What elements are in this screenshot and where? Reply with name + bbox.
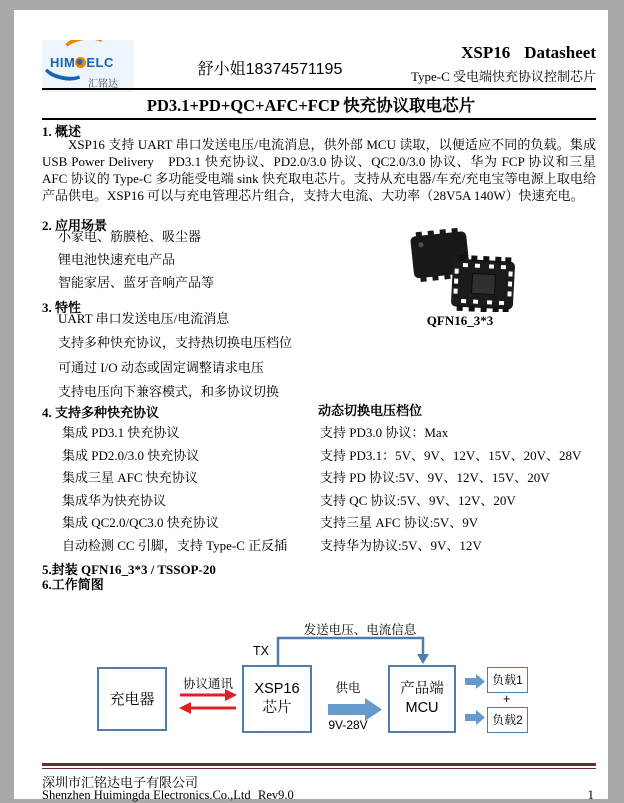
qfn16-caption: QFN16_3*3 (426, 313, 494, 328)
footer-rule (42, 763, 596, 769)
logo-brand-text (50, 55, 114, 70)
section-6-heading: 6.工作简图 (42, 577, 104, 592)
company-logo (42, 40, 134, 92)
header-subtitle: Type-C 受电端快充协议控制芯片 (410, 69, 596, 84)
header-right (411, 43, 596, 85)
diagram-power-label: 供电 (335, 681, 361, 695)
section-1-heading: 1. 概述 (42, 124, 82, 139)
list-item: 集成 QC2.0/QC3.0 快充协议 (62, 515, 219, 531)
list-item: 锂电池快速充电产品 (58, 252, 176, 267)
list-item: 支持 QC 协议:5V、9V、12V、20V (320, 492, 516, 508)
footer-page-number: 1 (587, 787, 594, 802)
doc-type: Datasheet (524, 43, 596, 62)
list-item: 支持华为协议:5V、9V、12V (320, 537, 482, 553)
list-item: UART 串口发送电压/电流消息 (58, 311, 230, 326)
list-item: 智能家居、蓝牙音响产品等 (58, 275, 215, 290)
section-4-heading: 4. 支持多种快充协议 (42, 405, 160, 420)
list-item: 集成 PD2.0/3.0 快充协议 (62, 447, 200, 463)
title-rule (42, 118, 596, 120)
xsp16-label-line2: 芯片 (262, 700, 292, 716)
load2-label: 负载2 (492, 713, 523, 727)
list-item: 支持 PD3.0 协议：Max (320, 425, 449, 440)
section-2-heading: 2. 应用场景 (42, 218, 108, 233)
diagram-xsp16-box (242, 665, 312, 733)
voltage-levels-heading: 动态切换电压档位 (318, 403, 423, 418)
datasheet-page (14, 10, 608, 802)
charger-label: 充电器 (109, 690, 155, 708)
diagram-mcu-box (388, 665, 456, 733)
product-name: XSP16 (461, 43, 511, 62)
header-rule (42, 88, 596, 90)
voltage-levels-list (320, 422, 581, 558)
section-5-heading: 5.封装 QFN16_3*3 / TSSOP-20 (42, 562, 216, 577)
list-item: 支持 PD3.1：5V、9V、12V、15V、20V、28V (320, 447, 582, 463)
features-list (58, 307, 292, 405)
list-item: 集成华为快充协议 (62, 492, 167, 508)
diagram-voltage-range-label: 9V-28V (328, 718, 368, 732)
list-item: 集成三星 AFC 快充协议 (62, 470, 198, 486)
overview-paragraph: XSP16 支持 UART 串口发送电压/电流消息，供外部 MCU 读取，以便适应不同的负载。集成 USB Power Delivery PD3.1 快充协议、PD2.0/3.0 协议、QC2.0/3.0 协议、华为 FCP 协议和三星 AFC 协议的 Type-C 多功能受电端 sink 快充取电芯片。支持从充电器/车充/充电宝等电源上取电给产品供电。XSP16 可以与充电管理芯片组合，支持大电流、大功率（28V5A 140W）快速充电。 (42, 137, 596, 203)
xsp16-label-line1: XSP16 (254, 681, 300, 697)
list-item: 集成 PD3.1 快充协议 (62, 425, 180, 440)
diagram-load2-box (487, 707, 528, 733)
diagram-send-info-label: 发送电压、电流信息 (303, 623, 417, 637)
protocols-list (62, 422, 287, 558)
list-item: 可通过 I/O 动态或固定调整请求电压 (58, 359, 264, 375)
footer-revision: Rev9.0 (258, 788, 294, 802)
diagram-charger-box (97, 667, 167, 731)
section-3-heading: 3. 特性 (42, 300, 82, 315)
footer-company-cn: 深圳市汇铭达电子有限公司 (42, 775, 199, 790)
diagram-tx-label: TX (253, 644, 269, 658)
list-item: 支持多种快充协议，支持热切换电压档位 (58, 335, 293, 351)
mcu-label-line2: MCU (405, 700, 439, 716)
mcu-label-line1: 产品端 (400, 681, 444, 697)
diagram-plus-label: + (503, 692, 511, 706)
page-title: PD3.1+PD+QC+AFC+FCP 快充协议取电芯片 (146, 96, 476, 115)
logo-globe-icon (75, 57, 86, 68)
logo-subtitle: 汇铭达 (88, 79, 118, 90)
contact-phone: 舒小姐18374571195 (197, 61, 343, 78)
list-item: 支持电压向下兼容模式，和多协议切换 (58, 384, 280, 400)
qfn16-package-image (400, 226, 520, 312)
datasheet-title-line (411, 43, 596, 63)
list-item: 支持三星 AFC 协议:5V、9V (320, 515, 479, 531)
diagram-load1-box (487, 667, 528, 693)
list-item: 自动检测 CC 引脚，支持 Type-C 正反插 (62, 537, 288, 553)
diagram-protocol-comm-label: 协议通讯 (182, 677, 233, 691)
applications-list (58, 225, 214, 294)
load1-label: 负载1 (492, 673, 523, 687)
list-item: 小家电、筋膜枪、吸尘器 (58, 229, 202, 244)
logo-brand-left: HIM (50, 55, 76, 70)
list-item: 支持 PD 协议:5V、9V、12V、15V、20V (320, 470, 550, 486)
footer-company-en: Shenzhen Huimingda Electronics.Co.,Ltd (42, 788, 251, 802)
logo-brand-right: ELC (86, 55, 114, 70)
